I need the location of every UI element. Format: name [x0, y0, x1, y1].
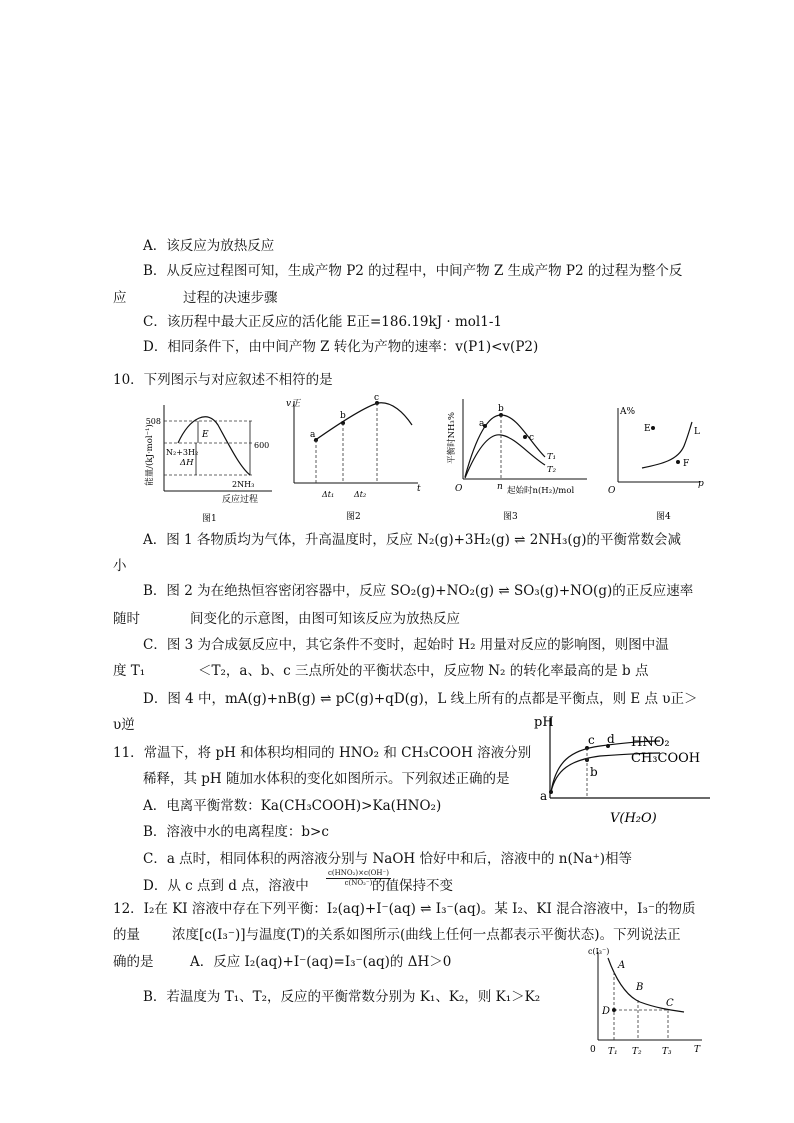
figure-q12-c-i3-temperature	[580, 940, 710, 1065]
q10-option-c-line2a: 度 T₁	[113, 663, 146, 679]
q12-fig-t3: T₃	[662, 1047, 672, 1057]
fig1-reactant: N₂+3H₂	[166, 448, 199, 457]
q12-stem-line3a: 确的是	[113, 954, 154, 970]
q12-fig-origin: 0	[590, 1045, 596, 1055]
q11-option-d-tail: 的值保持不变	[372, 878, 453, 894]
fig1-value-508: 508	[145, 417, 161, 426]
figure-q11-ph-dilution	[530, 710, 720, 830]
fig1-dh-label: ΔH	[180, 458, 194, 468]
q10-option-b-line2b: 间变化的示意图，由图可知该反应为放热反应	[190, 611, 460, 627]
q11-fig-point-d: d	[607, 732, 615, 746]
figure-3-nh3-h2	[445, 393, 595, 525]
q12-fig-t2: T₂	[632, 1047, 642, 1057]
fig3-ylabel: 平衡时NH₃%	[447, 412, 457, 464]
fig2-dt2: Δt₂	[354, 490, 367, 499]
fig3-origin: O	[455, 484, 463, 494]
q11-fraction-numerator: c(HNO₂)×c(OH⁻)	[328, 869, 389, 877]
q10-option-c-line2b: ＜T₂，a、b、c 三点所处的平衡状态中，反应物 N₂ 的转化率最高的是 b 点	[198, 663, 649, 679]
fig3-point-b: b	[498, 404, 504, 414]
q12-fig-point-b: B	[636, 982, 644, 993]
fig2-ylabel: v正	[286, 399, 301, 409]
fig3-point-a: a	[479, 419, 485, 429]
figure-2-rate-time	[284, 393, 424, 525]
fig4-caption: 图4	[656, 512, 671, 522]
q10-option-a-line1: A．图 1 各物质均为气体，升高温度时，反应 N₂(g)+3H₂(g) ⇌ 2NH₃(g)的平衡常数会减	[143, 532, 682, 548]
q12-fig-ylabel: c(I₃⁻)	[588, 947, 610, 956]
q11-fig-series-ch3cooh: CH₃COOH	[631, 751, 701, 766]
q11-fig-series-hno2: HNO₂	[631, 735, 670, 750]
q12-stem-line1: 12．I₂在 KI 溶液中存在下列平衡：I₂(aq)+I⁻(aq) ⇌ I₃⁻(aq)。某 I₂、KI 混合溶液中，I₃⁻的物质	[113, 901, 696, 917]
fig3-t2: T₂	[547, 465, 557, 475]
q12-option-b: B．若温度为 T₁、T₂，反应的平衡常数分别为 K₁、K₂，则 K₁＞K₂	[143, 989, 541, 1005]
q11-stem-line1: 11．常温下，将 pH 和体积均相同的 HNO₂ 和 CH₃COOH 溶液分别	[113, 745, 532, 761]
q11-fig-xlabel: V(H₂O)	[610, 811, 657, 826]
q12-option-a: A．反应 I₂(aq)+I⁻(aq)=I₃⁻(aq)的 ΔH＞0	[190, 954, 452, 970]
q11-option-d-text: D．从 c 点到 d 点，溶液中	[143, 878, 309, 894]
fig4-point-e: E	[644, 424, 651, 434]
fig3-point-c: c	[529, 433, 535, 443]
fig4-xlabel: p	[698, 479, 704, 489]
q11-option-b: B．溶液中水的电离程度：b>c	[143, 824, 329, 840]
fig4-ylabel: A%	[620, 407, 636, 417]
q11-fig-ylabel: pH	[534, 715, 554, 730]
fig2-point-b: b	[340, 411, 346, 421]
q10-option-b-line1: B．图 2 为在绝热恒容密闭容器中，反应 SO₂(g)+NO₂(g) ⇌ SO₃(g)+NO(g)的正反应速率	[143, 583, 694, 599]
q9-option-c: C．该历程中最大正反应的活化能 E正=186.19kJ · mol1-1	[143, 314, 502, 330]
fig1-xlabel: 反应过程	[222, 495, 259, 505]
fig2-caption: 图2	[346, 512, 361, 522]
fig3-xlabel: 起始时n(H₂)/mol	[507, 486, 575, 496]
fig2-xlabel: t	[417, 484, 421, 494]
q12-fig-point-a: A	[618, 960, 626, 971]
q10-option-d-line2: υ逆	[113, 717, 135, 733]
fig2-dt1: Δt₁	[322, 490, 335, 499]
fig3-t1: T₁	[547, 452, 557, 462]
fig1-product: 2NH₃	[232, 480, 255, 489]
q9-option-a: A．该反应为放热反应	[143, 238, 275, 254]
fig1-value-600: 600	[254, 441, 270, 450]
q11-option-a: A．电离平衡常数：Ka(CH₃COOH)>Ka(HNO₂)	[143, 798, 442, 814]
q10-option-a-line2: 小	[113, 558, 127, 574]
q11-option-c: C．a 点时，相同体积的两溶液分别与 NaOH 恰好中和后，溶液中的 n(Na⁺)相等	[143, 851, 632, 867]
q9-option-d: D．相同条件下，由中间产物 Z 转化为产物的速率：v(P1)<v(P2)	[143, 339, 539, 355]
fig4-line-l: L	[694, 427, 700, 437]
q11-fig-point-a: a	[540, 789, 548, 803]
q10-option-d-line1: D．图 4 中，mA(g)+nB(g) ⇌ pC(g)+qD(g)，L 线上所有的点都是平衡点，则 E 点 υ正＞	[143, 691, 698, 707]
fig1-ylabel: 能量/(kJ·mol⁻¹)	[145, 424, 155, 486]
fig4-point-f: F	[683, 459, 690, 469]
fig3-n-tick: n	[497, 482, 503, 492]
q12-fig-t1: T₁	[608, 1047, 618, 1057]
q11-fig-point-b: b	[590, 765, 598, 779]
q11-fig-point-c: c	[588, 733, 595, 747]
q12-fig-point-d: D	[602, 1006, 611, 1017]
q9-option-b-line1: B．从反应过程图可知，生成产物 P2 的过程中，中间产物 Z 生成产物 P2 的过程为整个反	[143, 263, 683, 279]
q12-stem-line2a: 的量	[113, 927, 140, 943]
q10-stem: 10．下列图示与对应叙述不相符的是	[113, 372, 333, 388]
q11-fraction-denominator: c(NO₂⁻)	[344, 879, 373, 887]
figure-1-energy-diagram	[140, 395, 280, 525]
fig2-point-a: a	[310, 430, 316, 440]
q10-option-b-line2a: 随时	[113, 611, 140, 627]
fig3-caption: 图3	[503, 512, 518, 522]
q11-stem-line2: 稀释，其 pH 随加水体积的变化如图所示。下列叙述正确的是	[143, 771, 510, 787]
figure-4-a-percent-pressure	[600, 396, 712, 526]
q12-fig-xlabel: T	[694, 1045, 701, 1055]
q9-option-b-line2a: 应	[113, 290, 127, 306]
q12-stem-line2b: 浓度[c(I₃⁻)]与温度(T)的关系如图所示(曲线上任何一点都表示平衡状态)。下列说法正	[172, 927, 681, 943]
q12-fig-point-c: C	[666, 998, 674, 1009]
fig1-caption: 图1	[202, 514, 217, 524]
q9-option-b-line2b: 过程的决速步骤	[183, 290, 278, 306]
fig1-e-label: E	[202, 430, 209, 440]
fig2-point-c: c	[374, 393, 380, 403]
fig4-origin: O	[608, 486, 616, 496]
q10-option-c-line1: C．图 3 为合成氨反应中，其它条件不变时，起始时 H₂ 用量对反应的影响图，则图中温	[143, 637, 669, 653]
